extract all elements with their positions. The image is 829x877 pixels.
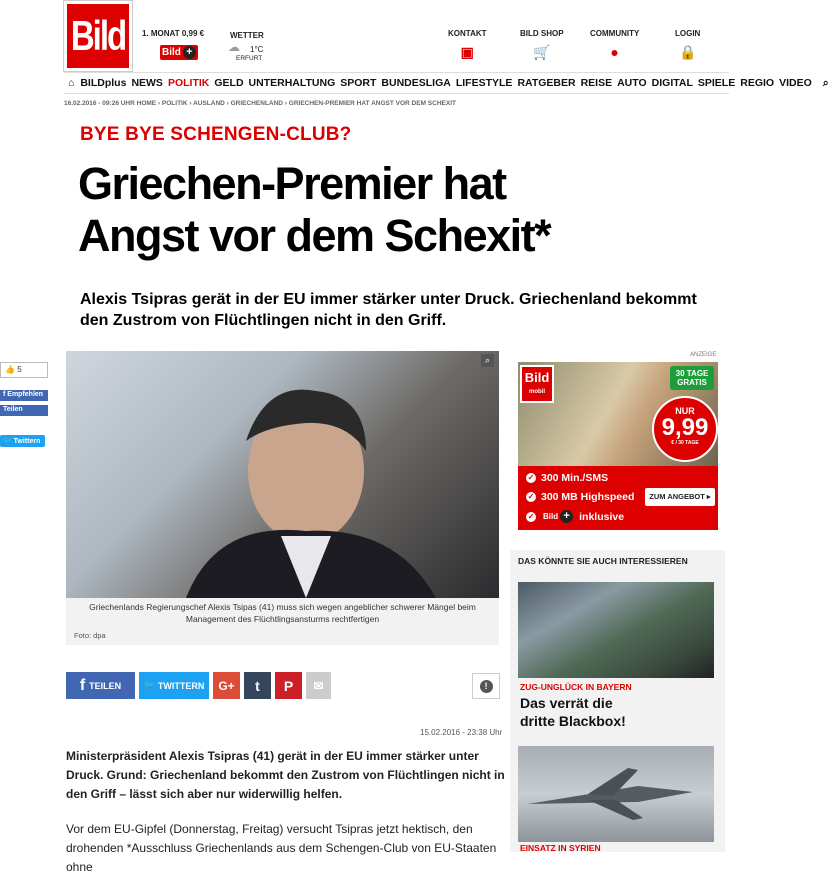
facebook-share-button[interactable]: f TEILEN	[66, 672, 135, 699]
ad-banner[interactable]	[518, 362, 718, 530]
weather-temp: 1°C	[250, 45, 264, 54]
fb-recommend-button[interactable]: f Empfehlen	[0, 390, 48, 401]
tumblr-share-button[interactable]: t	[244, 672, 271, 699]
ad-feature-3: ✓ Bild + inklusive	[527, 510, 625, 523]
article-headline	[78, 158, 718, 262]
facebook-icon: f	[3, 391, 8, 398]
cloud-icon: ☁	[228, 40, 240, 54]
bild-mobil-logo: Bild mobil	[520, 365, 554, 403]
chat-icon: ●	[610, 44, 619, 60]
check-icon: ✓	[527, 473, 535, 482]
nav-item-digital[interactable]: DIGITAL	[651, 77, 693, 89]
cart-icon: 🛒	[533, 44, 551, 60]
nav-item-unterhaltung[interactable]: UNTERHALTUNG	[248, 77, 336, 89]
main-nav	[64, 72, 829, 94]
ad-price-badge: NUR 9,99 € / 30 TAGE	[652, 396, 718, 462]
nav-item-ratgeber[interactable]: RATGEBER	[517, 77, 576, 89]
bildplus-badge[interactable]: Bild +	[160, 42, 198, 60]
related-title-1[interactable]: Das verrät die dritte Blackbox!	[520, 695, 626, 729]
ad-cta-button[interactable]: ZUM ANGEBOT ▸	[645, 488, 715, 506]
nav-item-bildplus[interactable]: BILDplus	[80, 77, 127, 89]
portrait-illustration	[66, 351, 499, 598]
ad-badge: 30 TAGE GRATIS	[670, 366, 714, 390]
related-header: DAS KÖNNTE SIE AUCH INTERESSIEREN	[518, 556, 688, 566]
nav-item-auto[interactable]: AUTO	[617, 77, 647, 89]
photo-caption: Griechenlands Regierungschef Alexis Tsipas (41) muss sich wegen angeblicher schwerer Mängel beim Management des Flüchtlingsansturms rechtfertigen	[66, 598, 499, 645]
nav-item-bundesliga[interactable]: BUNDESLIGA	[381, 77, 451, 89]
related-kicker-2[interactable]: EINSATZ IN SYRIEN	[520, 843, 601, 853]
ad-label: ANZEIGE	[690, 352, 717, 358]
article-body: Vor dem EU-Gipfel (Donnerstag, Freitag) versucht Tsipras jetzt hektisch, den drohenden *Ausschluss Griechenlands aus dem Schengen-Club von EU-Staaten ohne	[66, 822, 497, 874]
nav-item-reise[interactable]: REISE	[580, 77, 613, 89]
nav-item-sport[interactable]: SPORT	[340, 77, 377, 89]
mail-icon: ✉	[313, 678, 324, 693]
check-icon: ✓	[527, 492, 535, 501]
thumbs-up-icon: 👍	[5, 365, 15, 374]
related-image-2[interactable]	[518, 746, 714, 842]
home-icon[interactable]: ⌂	[68, 77, 75, 89]
breadcrumb[interactable]: 16.02.2016 - 09:26 UHR HOME › POLITIK › AUSLAND › GRIECHENLAND › GRIECHEN-PREMIER HAT ANGST VOR DEM SCHEXIT	[64, 100, 456, 107]
fb-share-button[interactable]: Teilen	[0, 405, 48, 416]
lock-icon: 🔒	[678, 44, 697, 60]
check-icon: ✓	[527, 511, 535, 521]
article-intro: Ministerpräsident Alexis Tsipras (41) gerät in der EU immer stärker unter Druck. Grund: Griechenland bekommt den Zustrom von Flüchtlingen nicht in den Griff – lässt sich aber nur widerwillig helfen.	[66, 749, 505, 801]
ad-feature-2: ✓ 300 MB Highspeed	[527, 491, 635, 503]
nav-item-video[interactable]: VIDEO	[779, 77, 812, 89]
email-share-button[interactable]	[306, 672, 331, 699]
photo-credit: Foto: dpa	[74, 631, 106, 640]
ad-feature-1: ✓ 300 Min./SMS	[527, 472, 609, 484]
article-date: 15.02.2016 - 23:38 Uhr	[420, 728, 503, 737]
article-photo[interactable]	[66, 351, 499, 598]
nav-item-lifestyle[interactable]: LIFESTYLE	[455, 77, 513, 89]
contact-link[interactable]: KONTAKT ▣	[448, 29, 487, 60]
pinterest-share-button[interactable]: P	[275, 672, 302, 699]
shop-link[interactable]: BILD SHOP 🛒	[520, 29, 564, 60]
weather-label[interactable]: WETTER	[230, 31, 264, 40]
related-kicker-1[interactable]: ZUG-UNGLÜCK IN BAYERN	[520, 682, 632, 692]
jet-illustration	[518, 746, 714, 842]
bild-logo[interactable]: Bild	[64, 1, 132, 71]
nav-item-spiele[interactable]: SPIELE	[697, 77, 736, 89]
zoom-icon[interactable]: ⌕	[481, 354, 494, 367]
alert-icon: !	[480, 680, 493, 693]
community-link[interactable]: COMMUNITY ●	[590, 29, 640, 60]
headline-line-2: Angst vor dem Schexit*	[78, 210, 551, 261]
nav-item-politik[interactable]: POLITIK	[167, 77, 210, 89]
facebook-icon: f	[79, 676, 86, 694]
contact-icon: ▣	[460, 44, 474, 60]
promo-text[interactable]: 1. MONAT 0,99 €	[142, 29, 205, 38]
nav-item-regio[interactable]: REGIO	[740, 77, 775, 89]
weather-city: ERFURT	[236, 55, 263, 62]
twitter-icon: 🐦	[3, 438, 14, 445]
like-count-box[interactable]: 👍 5	[0, 362, 48, 378]
twitter-share-button[interactable]: 🐦 TWITTERN	[139, 672, 209, 699]
article-teaser: Alexis Tsipras gerät in der EU immer stärker unter Druck. Griechenland bekommt den Zustrom von Flüchtlingen nicht in den Griff.	[80, 291, 697, 329]
tweet-button[interactable]: 🐦 Twittern	[0, 435, 45, 447]
article-kicker: BYE BYE SCHENGEN-CLUB?	[80, 124, 352, 145]
nav-item-news[interactable]: NEWS	[131, 77, 163, 89]
related-image-1[interactable]	[518, 582, 714, 678]
headline-line-1: Griechen-Premier hat	[78, 158, 506, 209]
search-icon[interactable]: ⌕	[822, 76, 829, 89]
report-button[interactable]	[472, 673, 500, 699]
plus-icon: +	[183, 46, 196, 59]
gplus-share-button[interactable]: G+	[213, 672, 240, 699]
nav-item-geld[interactable]: GELD	[214, 77, 244, 89]
login-link[interactable]: LOGIN 🔒	[675, 29, 701, 60]
twitter-icon: 🐦	[143, 680, 155, 690]
